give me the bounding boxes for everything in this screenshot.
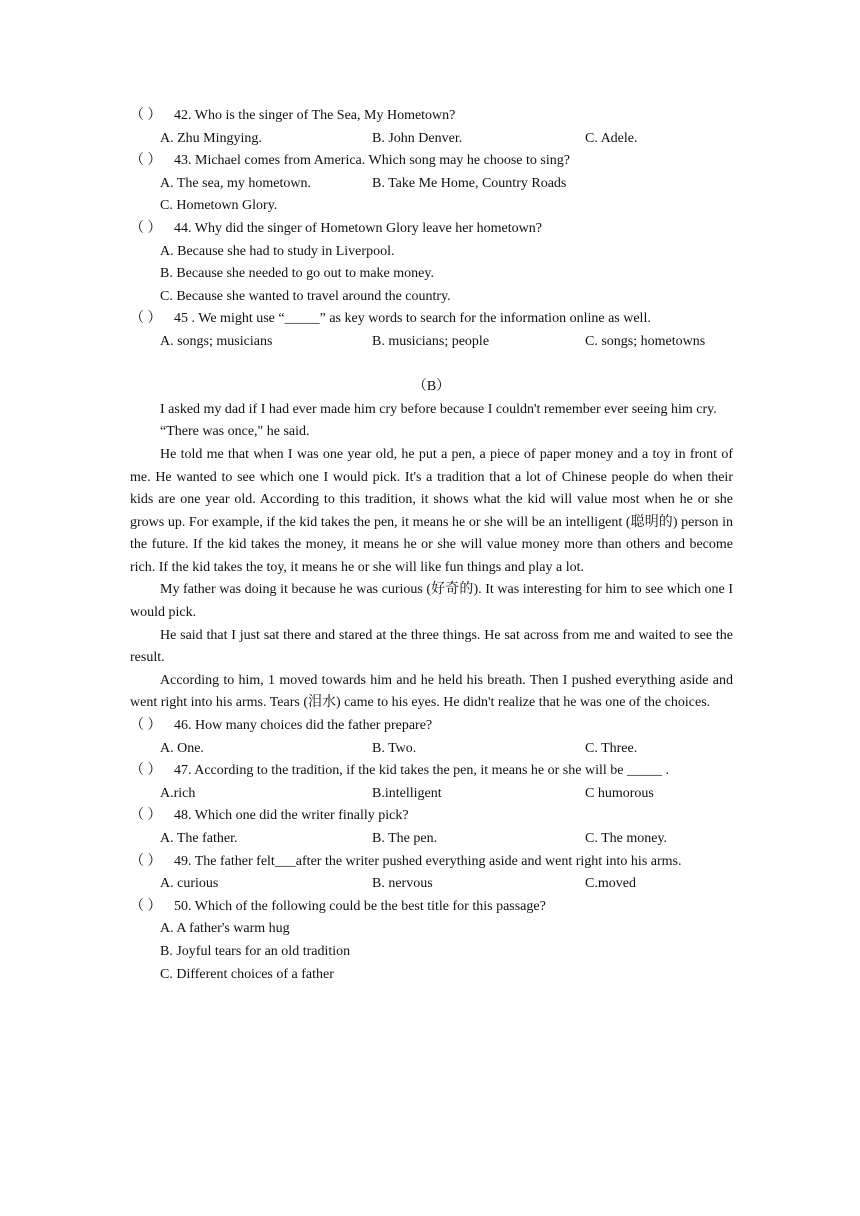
option-a: A.rich (160, 785, 196, 801)
option-b: B. Joyful tears for an old tradition (160, 943, 351, 959)
question-46 (130, 715, 733, 738)
option-c: C. songs; hometowns (585, 333, 706, 349)
answer-bracket: （ ） (130, 718, 162, 734)
options-42 (130, 128, 733, 151)
question-49 (130, 851, 733, 874)
answer-bracket: （ ） (130, 220, 162, 236)
options-48 (130, 828, 733, 851)
question-48 (130, 805, 733, 828)
question-text: 43. Michael comes from America. Which song may he choose to sing? (174, 153, 570, 169)
option-a: A. One. (160, 740, 204, 756)
answer-bracket: （ ） (130, 153, 162, 169)
question-45 (130, 308, 733, 331)
option-c: C. The money. (585, 831, 668, 846)
option-b: B. The pen. (372, 831, 438, 846)
question-43 (130, 150, 733, 173)
option-c: C. Three. (585, 740, 638, 756)
option-a: A. Because she had to study in Liverpool. (160, 243, 395, 259)
passage-paragraph: My father was doing it because he was curious (好奇的). It was interesting for him to see which one I would pick. (130, 582, 733, 621)
option-c: C. Adele. (585, 130, 638, 146)
question-text: 44. Why did the singer of Hometown Glory leave her hometown? (174, 220, 542, 236)
question-50 (130, 896, 733, 919)
option-b: B. Because she needed to go out to make money. (160, 266, 434, 282)
option-c: C. Hometown Glory. (160, 198, 278, 214)
option-c: C. Different choices of a father (160, 966, 334, 982)
answer-bracket: （ ） (130, 853, 162, 869)
question-44 (130, 218, 733, 241)
passage-paragraph: I asked my dad if I had ever made him cry before because I couldn't remember ever seeing him cry. (160, 401, 717, 417)
answer-bracket: （ ） (130, 108, 162, 123)
passage-paragraph: “There was once," he said. (160, 424, 310, 440)
option-a: A. songs; musicians (160, 333, 273, 349)
options-47 (130, 783, 733, 806)
option-a: A. A father's warm hug (160, 921, 290, 937)
option-a: A. The sea, my hometown. (160, 175, 311, 191)
option-b: B. musicians; people (372, 333, 490, 349)
option-a: A. curious (160, 876, 219, 892)
question-text: 50. Which of the following could be the best title for this passage? (174, 898, 546, 914)
option-a: A. Zhu Mingying. (160, 130, 262, 146)
options-45 (130, 331, 733, 354)
option-c: C. Because she wanted to travel around the country. (160, 288, 451, 304)
option-c: C.moved (585, 876, 636, 892)
option-b: B.intelligent (372, 785, 442, 801)
question-47 (130, 760, 733, 783)
answer-bracket: （ ） (130, 311, 162, 327)
question-text: 49. The father felt___after the writer pushed everything aside and went right into his arms. (174, 853, 682, 869)
section-heading-b: （B） (412, 379, 451, 395)
option-c: C humorous (585, 785, 654, 801)
option-b: B. Take Me Home, Country Roads (372, 175, 567, 191)
answer-bracket: （ ） (130, 898, 162, 914)
option-a: A. The father. (160, 831, 238, 846)
question-text: 48. Which one did the writer finally pick? (174, 808, 409, 824)
option-b: B. John Denver. (372, 130, 463, 146)
exam-content (130, 105, 733, 986)
passage-paragraph: He said that I just sat there and stared at the three things. He sat across from me and waited to see the result. (130, 627, 733, 666)
option-b: B. nervous (372, 876, 433, 892)
answer-bracket: （ ） (130, 808, 162, 824)
options-49 (130, 873, 733, 896)
options-46 (130, 738, 733, 761)
question-42 (130, 105, 733, 128)
question-text: 42. Who is the singer of The Sea, My Hometown? (174, 108, 456, 123)
option-b: B. Two. (372, 740, 417, 756)
question-text: 45 . We might use “_____” as key words to search for the information online as well. (174, 311, 651, 327)
options-43 (130, 173, 733, 196)
question-text: 46. How many choices did the father prepare? (174, 718, 433, 734)
passage-paragraph: According to him, 1 moved towards him and he held his breath. Then I pushed everything aside and went right into his arms. Tears (泪水) came to his eyes. He didn't realize that he was one of the choices. (130, 672, 733, 711)
answer-bracket: （ ） (130, 763, 162, 779)
passage-paragraph: He told me that when I was one year old, he put a pen, a piece of paper money and a toy in front of me. He wanted to see which one I would pick. It's a tradition that a lot of Chinese people do when their kids are one year old. According to this tradition, it shows what the kid will value most when he or she grows up. For example, if the kid takes the pen, it means he or she will be an intelligent (聪明的) person in the future. If the kid takes the money, it means he or she will value money more than others and become rich. If the kid takes the toy, it means he or she will like fun things and play a lot. (130, 446, 733, 575)
question-text: 47. According to the tradition, if the kid takes the pen, it means he or she will be _____ . (174, 763, 669, 779)
